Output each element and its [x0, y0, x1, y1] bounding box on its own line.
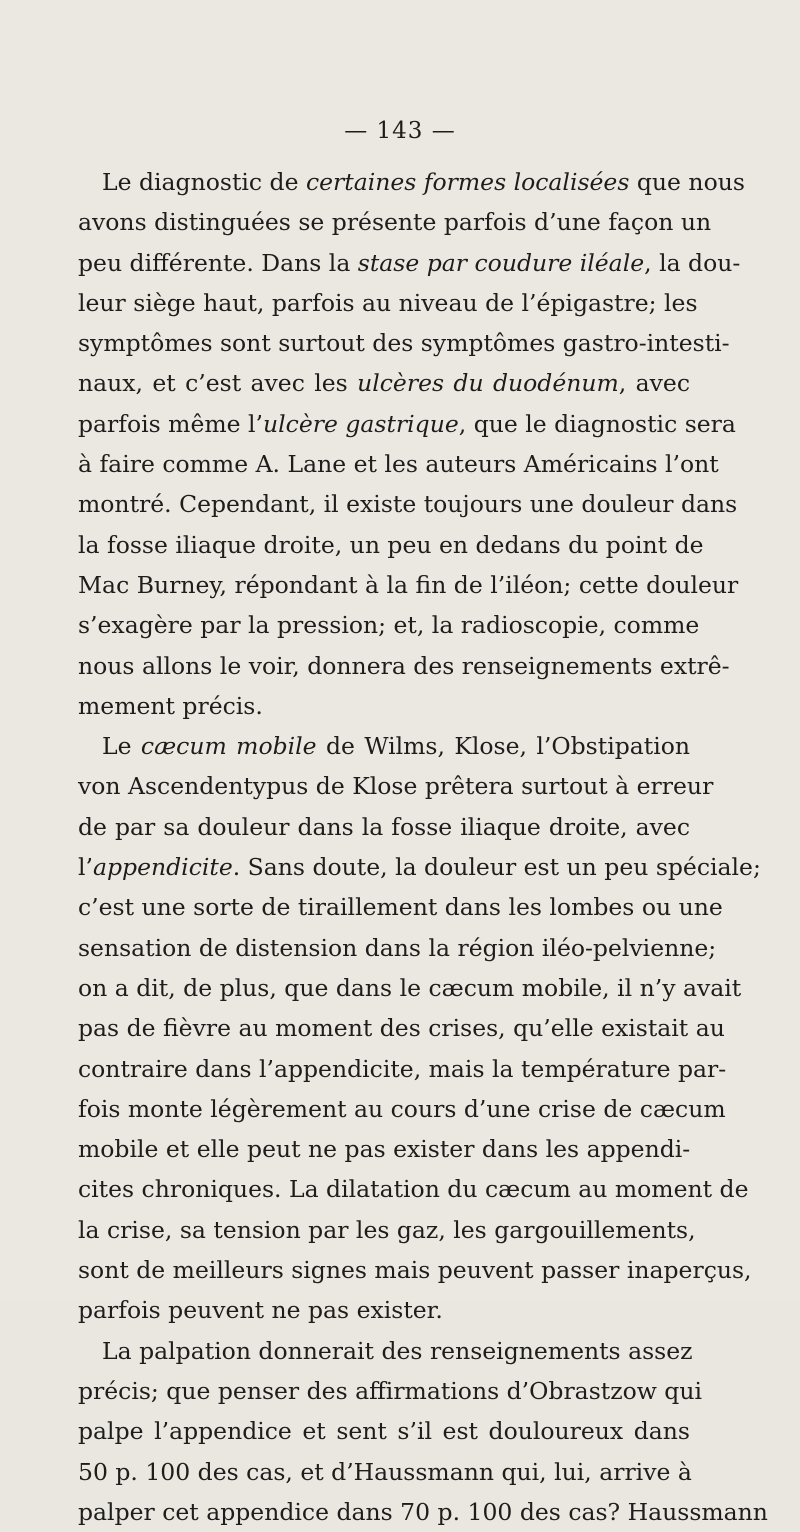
text-line: [78, 484, 738, 524]
text-run: c’est une sorte de tiraillement dans les lombes ou une: [78, 893, 723, 922]
text-line: [78, 363, 690, 403]
text-line: [78, 404, 736, 444]
text-line: [78, 1210, 696, 1250]
text-line: [78, 928, 717, 968]
text-line: [78, 887, 723, 927]
text-line: [78, 686, 690, 726]
text-line: [78, 202, 712, 242]
text-run: Mac Burney, répondant à la fin de l’iléon; cette douleur: [78, 570, 739, 599]
text-line: [78, 1169, 749, 1209]
body-text: [78, 162, 768, 1532]
text-line: [78, 847, 761, 887]
text-run: La palpation donnerait des renseignements assez: [102, 1336, 693, 1365]
text-run: 50 p. 100 des cas, et d’Haussmann qui, lui, arrive à: [78, 1457, 692, 1486]
text-line: [78, 807, 690, 847]
text-line: [78, 565, 739, 605]
text-line: [78, 1290, 690, 1330]
text-run: sensation de distension dans la région iléo-pelvienne;: [78, 933, 717, 962]
text-run: l’: [78, 853, 93, 882]
text-run: cites chroniques. La dilatation du cæcum au moment de: [78, 1175, 749, 1204]
text-run: Le: [102, 732, 141, 761]
italic-term: certaines formes localisées: [305, 168, 630, 196]
text-line: [78, 1411, 690, 1451]
text-line: [78, 1371, 703, 1411]
text-run: peu différente. Dans la: [78, 248, 358, 277]
text-run: . Sans doute, la douleur est un peu spéciale;: [232, 853, 761, 882]
text-line: [78, 323, 730, 363]
text-run: s’exagère par la pression; et, la radioscopie, comme: [78, 611, 700, 640]
text-line: [78, 1089, 726, 1129]
text-run: précis; que penser des affirmations d’Obrastzow qui: [78, 1376, 703, 1405]
text-line: [78, 444, 719, 484]
text-line: [78, 283, 698, 323]
text-line: [78, 1129, 690, 1169]
text-run: symptômes sont surtout des symptômes gastro-intesti-: [78, 329, 730, 358]
text-line: [78, 1492, 768, 1532]
text-line: [78, 162, 745, 202]
text-run: , avec: [618, 369, 690, 398]
text-run: von Ascendentypus de Klose prêtera surtout à erreur: [78, 772, 714, 801]
text-line: [78, 1331, 693, 1371]
text-run: montré. Cependant, il existe toujours une douleur dans: [78, 490, 738, 519]
text-run: , la dou-: [644, 248, 741, 277]
text-run: que nous: [629, 168, 745, 196]
text-line: [78, 243, 741, 283]
text-run: la crise, sa tension par les gaz, les gargouillements,: [78, 1215, 696, 1244]
text-line: [78, 968, 742, 1008]
text-run: , que le diagnostic sera: [458, 409, 736, 438]
text-run: à faire comme A. Lane et les auteurs Américains l’ont: [78, 450, 719, 479]
text-line: [78, 726, 690, 766]
italic-term: cæcum mobile: [140, 732, 317, 761]
text-run: parfois peuvent ne pas exister.: [78, 1296, 443, 1325]
text-run: sont de meilleurs signes mais peuvent passer inaperçus,: [78, 1256, 752, 1285]
italic-term: ulcère gastrique: [263, 409, 459, 438]
text-line: [78, 525, 704, 565]
text-run: parfois même l’: [78, 409, 264, 438]
text-run: Le diagnostic de: [102, 168, 306, 196]
text-run: palper cet appendice dans 70 p. 100 des cas? Haussmann: [78, 1497, 768, 1526]
text-line: [78, 1250, 752, 1290]
text-run: pas de fièvre au moment des crises, qu’elle existait au: [78, 1014, 725, 1043]
text-run: de par sa douleur dans la fosse iliaque droite, avec: [78, 812, 690, 841]
text-run: nous allons le voir, donnera des renseignements extrê-: [78, 651, 730, 680]
text-line: [78, 1452, 690, 1492]
text-line: [78, 1008, 725, 1048]
text-run: naux, et c’est avec les: [78, 369, 358, 398]
text-run: on a dit, de plus, que dans le cæcum mobile, il n’y avait: [78, 973, 742, 1002]
text-line: [78, 605, 700, 645]
text-line: [78, 1049, 727, 1089]
italic-term: appendicite: [93, 853, 233, 882]
text-run: palpe l’appendice et sent s’il est douloureux dans: [78, 1417, 690, 1446]
text-run: mement précis.: [78, 691, 263, 720]
text-run: contraire dans l’appendicite, mais la température par-: [78, 1054, 727, 1083]
page-number: — 143 —: [344, 118, 456, 144]
text-run: mobile et elle peut ne pas exister dans les appendi-: [78, 1135, 691, 1164]
text-run: la fosse iliaque droite, un peu en dedans du point de: [78, 530, 704, 559]
text-run: fois monte légèrement au cours d’une crise de cæcum: [78, 1094, 726, 1123]
text-run: de Wilms, Klose, l’Obstipation: [316, 732, 691, 761]
text-line: [78, 766, 714, 806]
italic-term: stase par coudure iléale: [357, 248, 645, 277]
italic-term: ulcères du duodénum: [357, 369, 619, 398]
text-line: [78, 646, 730, 686]
text-run: leur siège haut, parfois au niveau de l’épigastre; les: [78, 288, 698, 317]
text-run: avons distinguées se présente parfois d’une façon un: [78, 208, 712, 237]
